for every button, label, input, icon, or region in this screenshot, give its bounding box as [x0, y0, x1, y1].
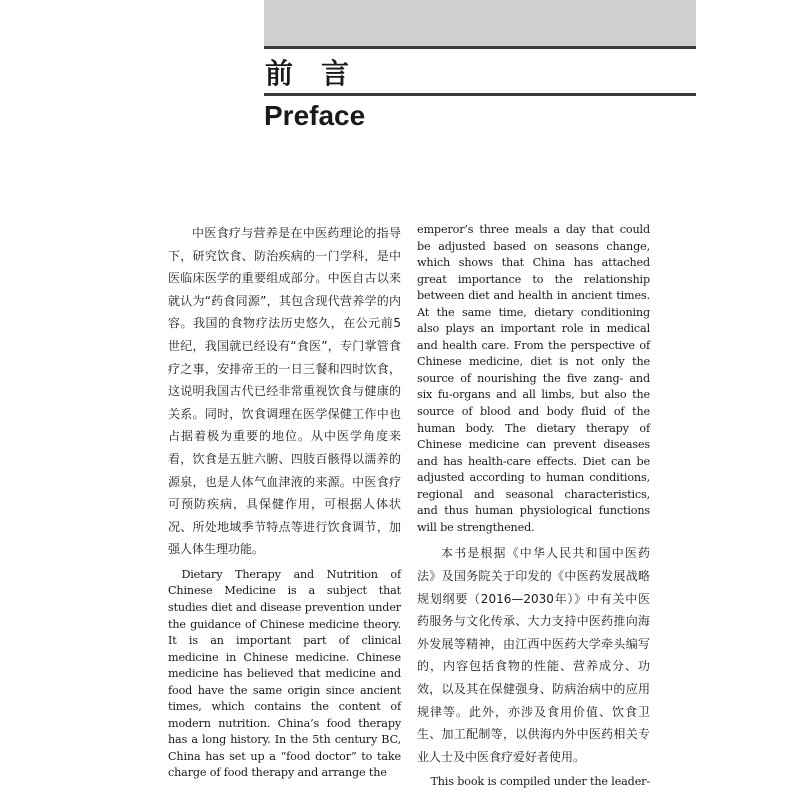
- english-paragraph-1: Dietary Therapy and Nutrition of Chinese Medicine is a subject that studies diet and disease prevention under the guidance of Chinese medicine theory. It is an important part of clinical medicine in Chinese medicine. Chinese medicine has believed that medicine and food have the same origin since ancient times, which contains the content of modern nutrition. China’s food therapy has a long history. In the 5th century BC, China has set up a “food doctor” to take charge of food therapy and arrange the: [168, 567, 401, 780]
- chapter-title-chinese: 前言: [265, 57, 378, 90]
- chapter-title-english: Preface: [264, 100, 366, 131]
- left-text-column: [168, 222, 401, 782]
- chinese-paragraph-1: 中医食疗与营养是在中医药理论的指导下，研究饮食、防治疾病的一门学科，是中医临床医学的重要组成部分。中医自古以来就认为“药食同源”，其包含现代营养学的内容。我国的食物疗法历史悠久，在公元前5世纪，我国就已经设有“食医”，专门掌管食疗之事，安排帝王的一日三餐和四时饮食，这说明我国古代已经非常重视饮食与健康的关系。同时，饮食调理在医学保健工作中也占据着极为重要的地位。从中医学角度来看，饮食是五脏六腑、四肢百骸得以濡养的源泉，也是人体气血津液的来源。中医食疗可预防疾病，具保健作用，可根据人体状况、所处地域季节特点等进行饮食调节，加强人体生理功能。: [168, 226, 401, 557]
- chinese-paragraph-2: 本书是根据《中华人民共和国中医药法》及国务院关于印发的《中医药发展战略规划纲要（2016—2030年）》中有关中医药服务与文化传承、大力支持中医药推向海外发展等精神，由江西中医药大学牵头编写的，内容包括食物的性能、营养成分、功效，以及其在保健强身、防病治病中的应用规律等。此外，亦涉及食用价值、饮食卫生、加工配制等，以供海内外中医药相关专业人士及中医食疗爱好者使用。: [417, 546, 650, 764]
- english-paragraph-2: This book is compiled under the leader-: [430, 775, 650, 789]
- header-top-rule: [264, 46, 696, 49]
- right-text-column: [417, 222, 650, 791]
- header-divider-rule: [264, 93, 696, 96]
- header-gray-block: [264, 0, 696, 46]
- english-paragraph-1-continued: emperor’s three meals a day that could be adjusted based on seasons change, which shows that China has attached great importance to the relationship between diet and health in ancient times. At the same time, dietary conditioning also plays an important role in medical and health care. From the perspective of Chinese medicine, diet is not only the source of nourishing the five zang- and six fu-organs and all limbs, but also the source of blood and body fluid of the human body. The dietary therapy of Chinese medicine can prevent diseases and has health-care effects. Diet can be adjusted according to human conditions, regional and seasonal characteristics, and thus human physiological functions will be strengthened.: [417, 223, 650, 534]
